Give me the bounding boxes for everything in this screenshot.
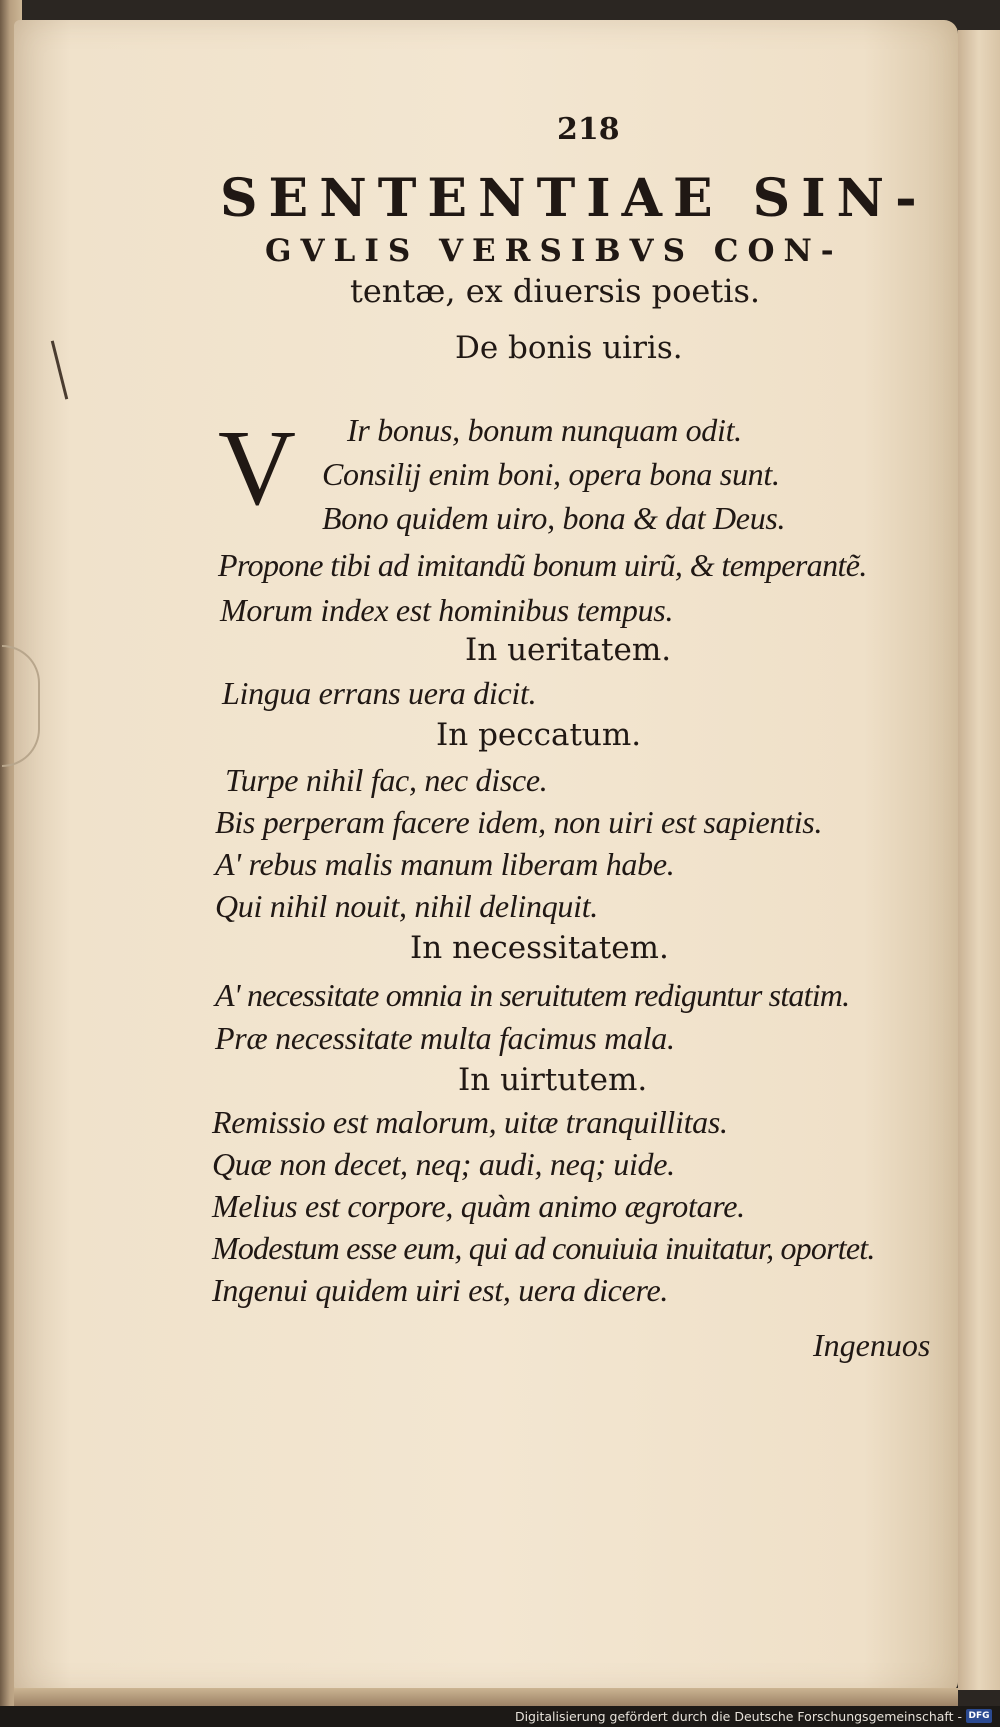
facing-page-edge — [958, 30, 1000, 1690]
section-heading: In peccatum. — [436, 717, 642, 753]
verse-line: Remissio est malorum, uitæ tranquillitas. — [212, 1104, 728, 1140]
verse-line: Quæ non decet, neq; audi, neq; uide. — [212, 1146, 675, 1182]
verse-line: Bono quidem uiro, bona & dat Deus. — [322, 500, 786, 536]
verse-line: Lingua errans uera dicit. — [222, 675, 537, 711]
section-heading: In ueritatem. — [465, 632, 672, 668]
clip-mark — [2, 645, 40, 767]
verse-line: Bis perperam facere idem, non uiri est sapientis. — [215, 804, 823, 840]
verse-line: Morum index est hominibus tempus. — [220, 592, 674, 628]
verse-line: Ir bonus, bonum nunquam odit. — [347, 412, 742, 448]
page-bottom-edge — [14, 1688, 958, 1706]
page-number: 218 — [557, 112, 620, 147]
verse-line: A' rebus malis manum liberam habe. — [215, 846, 675, 882]
verse-line: Melius est corpore, quàm animo ægrotare. — [212, 1188, 745, 1224]
drop-cap: V — [218, 409, 296, 528]
catchword: Ingenuos — [813, 1327, 931, 1363]
title-line-2: GVLIS VERSIBVS CON- — [265, 233, 843, 269]
section-heading: De bonis uiris. — [455, 330, 683, 366]
verse-line: Præ necessitate multa facimus mala. — [215, 1020, 675, 1056]
verse-line: Qui nihil nouit, nihil delinquit. — [215, 888, 598, 924]
verse-line: Turpe nihil fac, nec disce. — [225, 762, 548, 798]
verse-line: Ingenui quidem uiri est, uera dicere. — [212, 1272, 669, 1308]
section-heading: In uirtutem. — [458, 1062, 648, 1098]
verse-line: Consilij enim boni, opera bona sunt. — [322, 456, 780, 492]
footer-credit: Digitalisierung gefördert durch die Deutsche Forschungsgemeinschaft - — [514, 1709, 962, 1724]
footer-bar — [0, 1706, 1000, 1727]
dfg-logo: DFG — [966, 1709, 992, 1723]
title-line-1: SENTENTIAE SIN- — [220, 168, 928, 229]
verse-line: Propone tibi ad imitandũ bonum uirũ, & temperantẽ. — [218, 547, 867, 583]
verse-line: Modestum esse eum, qui ad conuiuia inuitatur, oportet. — [212, 1230, 875, 1266]
section-heading: In necessitatem. — [410, 930, 669, 966]
verse-line: A' necessitate omnia in seruitutem rediguntur statim. — [215, 977, 850, 1013]
title-line-3: tentæ, ex diuersis poetis. — [350, 272, 761, 310]
